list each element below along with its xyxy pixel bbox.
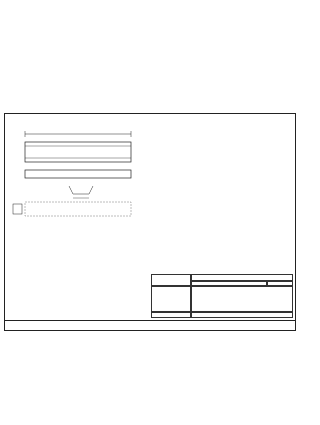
- scale-cell: [151, 312, 191, 318]
- schematic-diagram: [11, 230, 149, 286]
- title-cell: [191, 274, 293, 281]
- title-block: [151, 274, 293, 318]
- company-cell: [151, 274, 191, 286]
- drawing-sheet: [4, 113, 296, 321]
- signature-cell: [191, 286, 293, 312]
- proprietary-strip: [4, 321, 296, 331]
- mechanical-drawing: [11, 128, 149, 220]
- blank-cell: [191, 312, 293, 318]
- tolerance-cell: [151, 286, 191, 312]
